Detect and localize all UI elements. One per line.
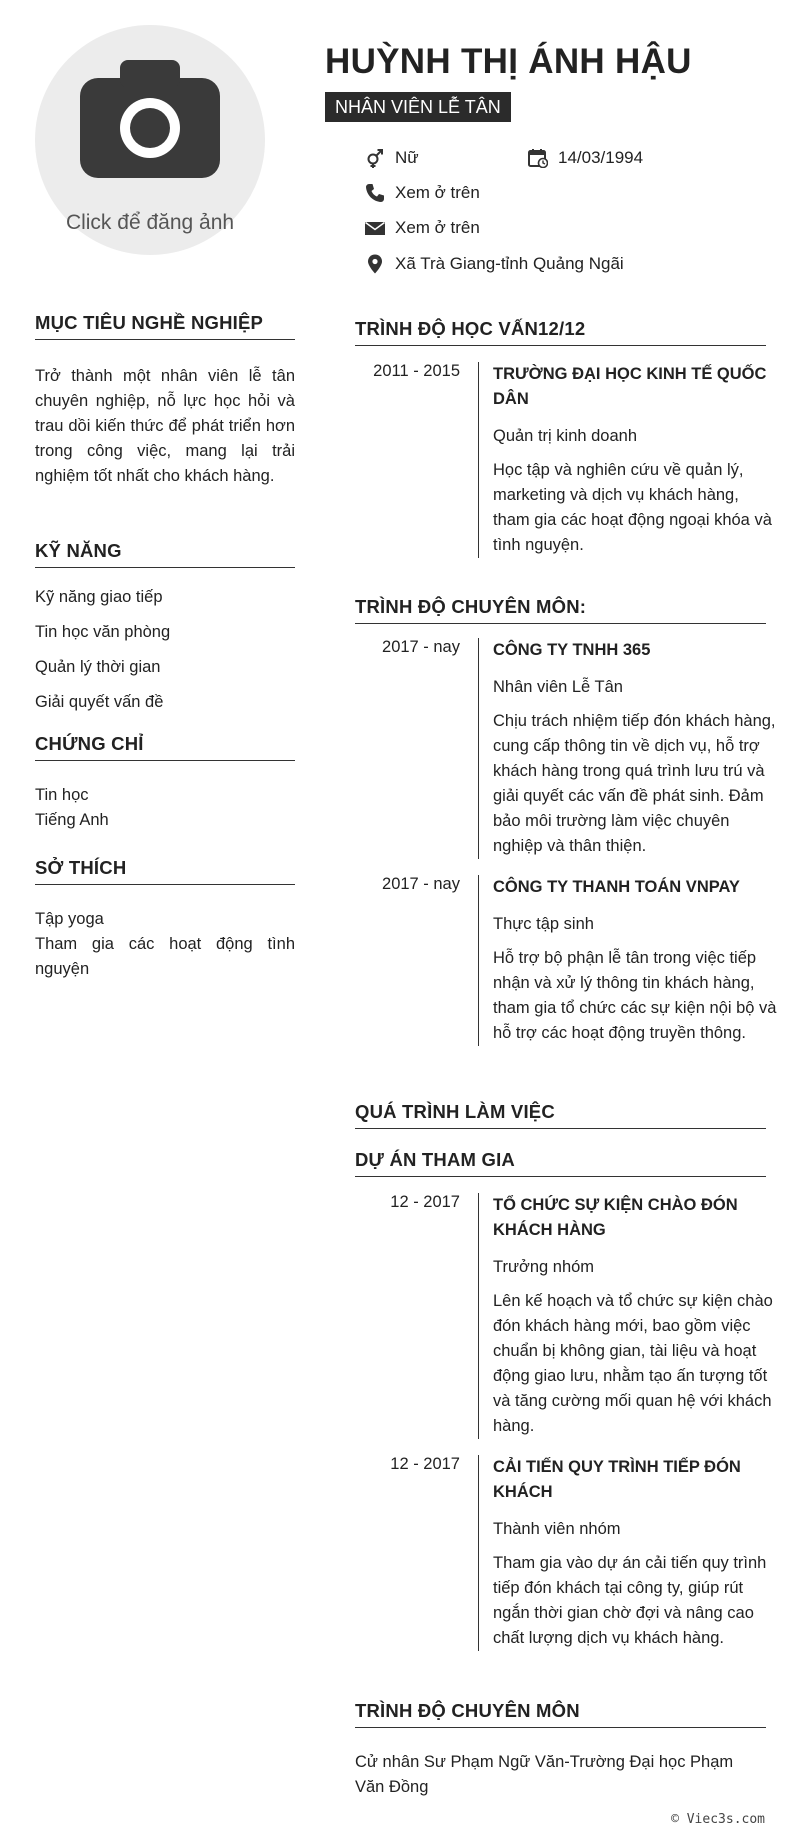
hobby-item: Tập yoga: [35, 910, 104, 928]
phone-icon: [365, 183, 385, 203]
certificate-item: Tiếng Anh: [35, 811, 109, 829]
birthdate-value: 14/03/1994: [558, 148, 644, 167]
entry-role: Thực tập sinh: [493, 915, 594, 933]
entry-body: [478, 362, 778, 558]
entry-role: Quản trị kinh doanh: [493, 427, 638, 445]
entry-date: 12 - 2017: [390, 1193, 460, 1211]
email-value: Xem ở trên: [395, 218, 480, 237]
skill-item: Kỹ năng giao tiếp: [35, 588, 163, 606]
education-heading: TRÌNH ĐỘ HỌC VẤN12/12: [355, 318, 766, 346]
gender-value: Nữ: [395, 148, 419, 167]
qualification-section: [355, 1700, 766, 1800]
location-pin-icon: [365, 254, 385, 274]
projects-section: [355, 1149, 766, 1177]
certificates-heading: CHỨNG CHỈ: [35, 733, 295, 761]
skills-heading: KỸ NĂNG: [35, 540, 295, 568]
skills-list: [35, 585, 295, 725]
skills-section: [35, 540, 295, 725]
experience-section: [355, 596, 766, 624]
objective-heading: MỤC TIÊU NGHỀ NGHIỆP: [35, 312, 295, 340]
entry-date: 2017 - nay: [382, 875, 460, 893]
avatar-upload[interactable]: [35, 25, 265, 255]
job-title-badge: NHÂN VIÊN LỄ TÂN: [325, 92, 511, 122]
camera-icon: [80, 60, 220, 180]
hobbies-section: [35, 857, 295, 982]
gender-icon: [365, 148, 385, 168]
projects-heading: DỰ ÁN THAM GIA: [355, 1149, 766, 1177]
skill-item: Tin học văn phòng: [35, 623, 171, 641]
experience-heading: TRÌNH ĐỘ CHUYÊN MÔN:: [355, 596, 766, 624]
qualification-text: Cử nhân Sư Phạm Ngữ Văn-Trường Đại học Phạm Văn Đồng: [355, 1753, 734, 1796]
entry-organization: CÔNG TY TNHH 365: [493, 641, 651, 659]
entry-role: Thành viên nhóm: [493, 1520, 621, 1538]
entry-date: 12 - 2017: [390, 1455, 460, 1473]
hobbies-heading: SỞ THÍCH: [35, 857, 295, 885]
entry-role: Nhân viên Lễ Tân: [493, 678, 623, 696]
footer-credit: © Viec3s.com: [671, 1812, 765, 1827]
entry-description: Lên kế hoạch và tổ chức sự kiện chào đón khách hàng mới, bao gồm việc chuẩn bị không gian, tài liệu và hoạt động giao lưu, nhằm tạo ấn tượng tốt và tăng cường mối quan hệ với khách hàng.: [493, 1292, 773, 1435]
certificate-item: Tin học: [35, 786, 89, 804]
entry-body: [478, 1193, 778, 1439]
entry-description: Chịu trách nhiệm tiếp đón khách hàng, cung cấp thông tin về dịch vụ, hỗ trợ khách hàng trong quá trình lưu trú và giải quyết các vấn đề phát sinh. Đảm bảo môi trường làm việc chuyên nghiệp và thân thiện.: [493, 712, 776, 855]
entry-body: [478, 875, 778, 1046]
phone-value: Xem ở trên: [395, 183, 480, 202]
skill-item: Quản lý thời gian: [35, 658, 161, 676]
hobby-item: Tham gia các hoạt động tình nguyện: [35, 935, 295, 978]
certificates-list: [35, 783, 295, 833]
entry-organization: TỔ CHỨC SỰ KIỆN CHÀO ĐÓN KHÁCH HÀNG: [493, 1196, 738, 1239]
entry-organization: CẢI TIẾN QUY TRÌNH TIẾP ĐÓN KHÁCH: [493, 1458, 741, 1501]
address-value: Xã Trà Giang-tỉnh Quảng Ngãi: [395, 254, 624, 273]
candidate-name: HUỲNH THỊ ÁNH HẬU: [325, 42, 692, 81]
objective-section: [35, 312, 295, 489]
skill-item: Giải quyết vấn đề: [35, 693, 164, 711]
objective-text: Trở thành một nhân viên lễ tân chuyên nghiệp, nỗ lực học hỏi và trau dồi kiến thức để phát triển hơn trong công việc, mang lại trải nghiệm tốt nhất cho khách hàng.: [35, 367, 295, 485]
entry-body: [478, 638, 778, 859]
entry-role: Trưởng nhóm: [493, 1258, 595, 1276]
work-process-section: [355, 1101, 766, 1129]
hobbies-list: [35, 907, 295, 982]
entry-date: 2017 - nay: [382, 638, 460, 656]
avatar-label: Click để đăng ảnh: [65, 211, 235, 234]
entry-body: [478, 1455, 778, 1651]
certificates-section: [35, 733, 295, 833]
email-icon: [365, 218, 385, 238]
entry-description: Học tập và nghiên cứu về quản lý, marketing và dịch vụ khách hàng, tham gia các hoạt động ngoại khóa và tình nguyện.: [493, 461, 772, 554]
entry-description: Tham gia vào dự án cải tiến quy trình tiếp đón khách tại công ty, giúp rút ngắn thời gian chờ đợi và nâng cao chất lượng dịch vụ khách hàng.: [493, 1554, 767, 1647]
calendar-icon: [528, 148, 548, 168]
entry-organization: TRƯỜNG ĐẠI HỌC KINH TẾ QUỐC DÂN: [493, 365, 767, 408]
education-section: [355, 318, 766, 346]
entry-date: 2011 - 2015: [373, 362, 460, 380]
qualification-heading: TRÌNH ĐỘ CHUYÊN MÔN: [355, 1700, 766, 1728]
entry-organization: CÔNG TY THANH TOÁN VNPAY: [493, 878, 740, 896]
entry-description: Hỗ trợ bộ phận lễ tân trong việc tiếp nhận và xử lý thông tin khách hàng, tham gia tổ chức các sự kiện nội bộ và hỗ trợ các hoạt động truyền thông.: [493, 949, 777, 1042]
work-process-heading: QUÁ TRÌNH LÀM VIỆC: [355, 1101, 766, 1129]
